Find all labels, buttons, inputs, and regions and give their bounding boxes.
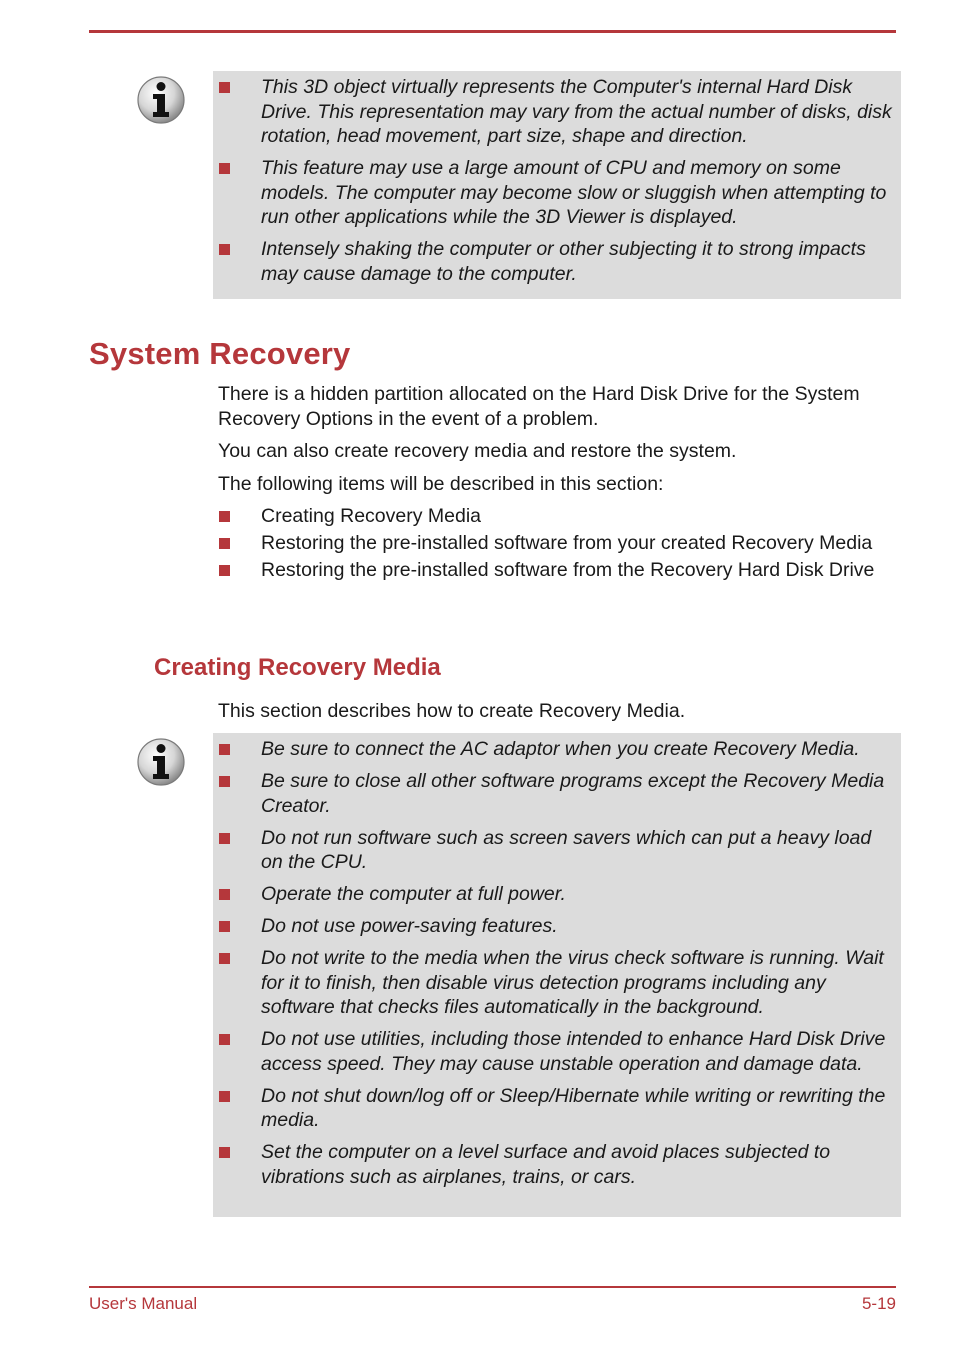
note-text: Do not write to the media when the virus check software is running. Wait for it to finish, then disable virus detection programs including any software that checks files automatically in the background. xyxy=(261,947,884,1018)
note-text: Do not run software such as screen savers which can put a heavy load on the CPU. xyxy=(261,826,872,873)
note-text: This feature may use a large amount of CPU and memory on some models. The computer may become slow or sluggish when attempting to run other applications while the 3D Viewer is displayed. xyxy=(261,157,887,228)
list-item xyxy=(213,1084,893,1133)
footer-page-number: 5-19 xyxy=(861,1294,896,1313)
note-text: Do not use utilities, including those intended to enhance Hard Disk Drive access speed. They may cause unstable operation and damage data. xyxy=(261,1028,886,1075)
bullet-square-icon xyxy=(219,244,230,255)
top-rule xyxy=(89,30,896,33)
section-title: System Recovery xyxy=(89,336,351,371)
bullet-square-icon xyxy=(219,776,230,787)
footer-manual-title: User's Manual xyxy=(89,1294,198,1313)
info-icon xyxy=(136,75,186,125)
section-items-list xyxy=(218,504,898,583)
note-text: Operate the computer at full power. xyxy=(261,883,566,905)
note-list-bottom xyxy=(213,737,893,1189)
list-item xyxy=(218,504,898,529)
bullet-square-icon xyxy=(219,82,230,93)
bullet-square-icon xyxy=(219,953,230,964)
list-item xyxy=(213,156,893,230)
list-item xyxy=(213,882,893,907)
paragraph: The following items will be described in this section: xyxy=(218,472,664,495)
bullet-square-icon xyxy=(219,1091,230,1102)
note-text: This 3D object virtually represents the Computer's internal Hard Disk Drive. This representation may vary from the actual number of disks, disk rotation, head movement, part size, shape and direction. xyxy=(261,76,892,147)
list-item xyxy=(213,946,893,1020)
bullet-square-icon xyxy=(219,1147,230,1158)
list-item-text: Restoring the pre-installed software from your created Recovery Media xyxy=(261,532,873,554)
list-item xyxy=(213,769,893,818)
system-recovery-body xyxy=(218,382,898,585)
paragraph: This section describes how to create Recovery Media. xyxy=(218,700,686,722)
note-text: Do not shut down/log off or Sleep/Hibernate while writing or rewriting the media. xyxy=(261,1084,886,1131)
bullet-square-icon xyxy=(219,511,230,522)
info-icon xyxy=(136,737,186,787)
list-item xyxy=(218,558,898,583)
note-text: Set the computer on a level surface and avoid places subjected to vibrations such as airplanes, trains, or cars. xyxy=(261,1141,831,1188)
list-item xyxy=(213,1140,893,1189)
list-item xyxy=(213,237,893,286)
list-item xyxy=(213,75,893,149)
paragraph: There is a hidden partition allocated on the Hard Disk Drive for the System Recovery Options in the event of a problem. xyxy=(218,383,860,430)
bullet-square-icon xyxy=(219,565,230,576)
note-text: Do not use power-saving features. xyxy=(261,915,558,937)
note-text: Intensely shaking the computer or other subjecting it to strong impacts may cause damage to the computer. xyxy=(261,238,866,285)
list-item xyxy=(213,1027,893,1076)
note-text: Be sure to close all other software programs except the Recovery Media Creator. xyxy=(261,770,885,817)
bullet-square-icon xyxy=(219,538,230,549)
list-item-text: Creating Recovery Media xyxy=(261,505,482,527)
bullet-square-icon xyxy=(219,833,230,844)
note-box-bottom xyxy=(213,733,901,1217)
bullet-square-icon xyxy=(219,163,230,174)
bullet-square-icon xyxy=(219,1034,230,1045)
bullet-square-icon xyxy=(219,889,230,900)
note-text: Be sure to connect the AC adaptor when you create Recovery Media. xyxy=(261,738,860,760)
list-item-text: Restoring the pre-installed software from the Recovery Hard Disk Drive xyxy=(261,559,875,581)
list-item xyxy=(218,531,898,556)
paragraph: You can also create recovery media and restore the system. xyxy=(218,440,737,462)
list-item xyxy=(213,826,893,875)
subsection-title: Creating Recovery Media xyxy=(154,654,441,681)
note-list-top xyxy=(213,75,893,286)
bullet-square-icon xyxy=(219,921,230,932)
bullet-square-icon xyxy=(219,744,230,755)
list-item xyxy=(213,914,893,939)
list-item xyxy=(213,737,893,762)
creating-recovery-media-intro xyxy=(218,699,898,732)
note-box-top xyxy=(213,71,901,299)
bottom-rule xyxy=(89,1286,896,1288)
